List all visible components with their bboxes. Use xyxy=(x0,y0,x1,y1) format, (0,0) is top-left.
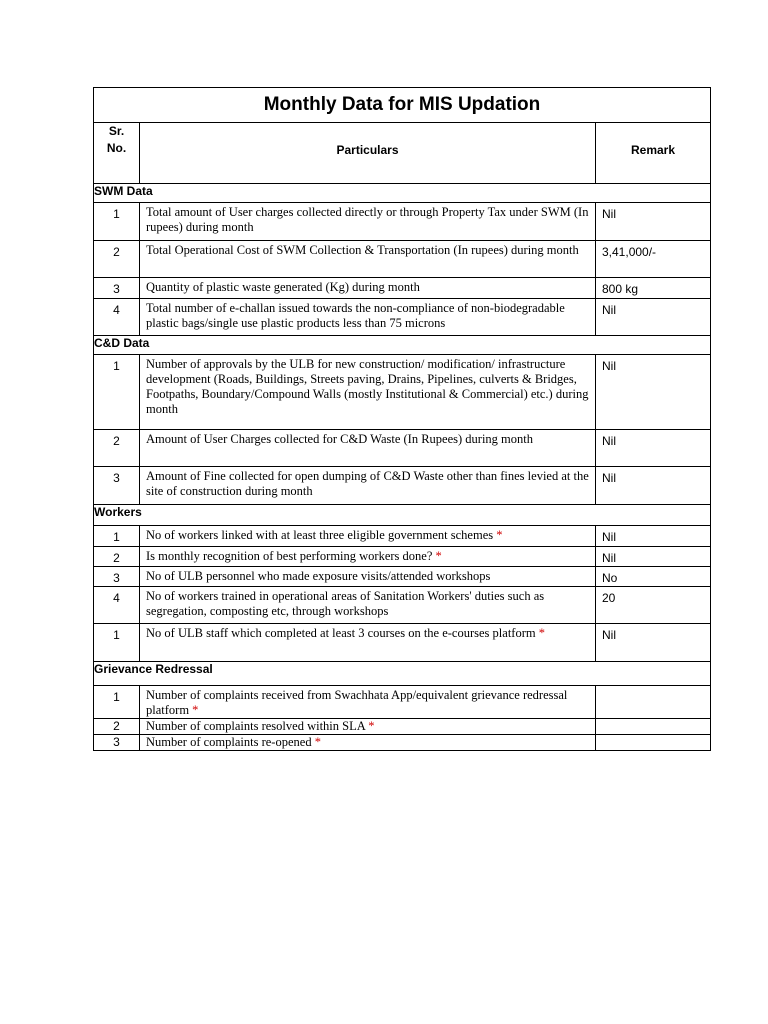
row-particulars: Amount of Fine collected for open dumping of C&D Waste other than fines levied at the site of construction during month xyxy=(140,467,596,505)
header-row xyxy=(94,123,711,184)
section-grievance xyxy=(94,662,711,686)
row-remark: Nil xyxy=(596,299,711,336)
table-row xyxy=(94,467,711,505)
row-remark: 3,41,000/- xyxy=(596,241,711,278)
row-particulars: Amount of User Charges collected for C&D Waste (In Rupees) during month xyxy=(140,430,596,467)
row-sr: 3 xyxy=(94,278,140,299)
row-remark: 800 kg xyxy=(596,278,711,299)
table-row xyxy=(94,526,711,547)
table-row xyxy=(94,735,711,751)
section-title: SWM Data xyxy=(94,184,711,203)
section-swm xyxy=(94,184,711,203)
row-remark: Nil xyxy=(596,203,711,241)
section-title: Grievance Redressal xyxy=(94,662,711,686)
table-row xyxy=(94,587,711,624)
section-workers xyxy=(94,505,711,526)
row-sr: 3 xyxy=(94,567,140,587)
row-sr: 3 xyxy=(94,467,140,505)
row-sr: 1 xyxy=(94,355,140,430)
row-remark: Nil xyxy=(596,526,711,547)
row-sr: 1 xyxy=(94,624,140,662)
row-remark: 20 xyxy=(596,587,711,624)
row-particulars: No of ULB staff which completed at least 3 courses on the e-courses platform * xyxy=(140,624,596,662)
row-particulars: No of ULB personnel who made exposure visits/attended workshops xyxy=(140,567,596,587)
table-row xyxy=(94,686,711,719)
row-remark xyxy=(596,686,711,719)
row-sr: 1 xyxy=(94,686,140,719)
section-cd xyxy=(94,336,711,355)
row-remark: Nil xyxy=(596,355,711,430)
row-remark: No xyxy=(596,567,711,587)
row-sr: 2 xyxy=(94,430,140,467)
header-sr-line1: Sr. xyxy=(108,124,125,138)
table-row xyxy=(94,355,711,430)
row-sr: 2 xyxy=(94,547,140,567)
row-particulars: Number of approvals by the ULB for new construction/ modification/ infrastructure development (Roads, Buildings, Streets paving, Drains, Pipelines, culverts & Bridges, Footpaths, Boundary/Compound Walls (mostly Institutional & Commercial) etc.) during month xyxy=(140,355,596,430)
row-sr: 4 xyxy=(94,587,140,624)
row-particulars: Is monthly recognition of best performing workers done? * xyxy=(140,547,596,567)
table-row xyxy=(94,430,711,467)
mis-table xyxy=(93,87,711,751)
table-row xyxy=(94,567,711,587)
header-sr-line2: No. xyxy=(106,141,127,155)
mis-sheet xyxy=(93,87,710,751)
row-remark: Nil xyxy=(596,624,711,662)
row-sr: 1 xyxy=(94,526,140,547)
row-particulars: Number of complaints re-opened * xyxy=(140,735,596,751)
header-remark: Remark xyxy=(596,123,711,184)
row-sr: 1 xyxy=(94,203,140,241)
section-title: C&D Data xyxy=(94,336,711,355)
table-row xyxy=(94,547,711,567)
row-particulars: Quantity of plastic waste generated (Kg) during month xyxy=(140,278,596,299)
row-remark: Nil xyxy=(596,547,711,567)
section-title: Workers xyxy=(94,505,711,526)
row-particulars: Total amount of User charges collected directly or through Property Tax under SWM (In rupees) during month xyxy=(140,203,596,241)
row-particulars: Total number of e-challan issued towards the non-compliance of non-biodegradable plastic bags/single use plastic products less than 75 microns xyxy=(140,299,596,336)
row-particulars: Number of complaints resolved within SLA * xyxy=(140,719,596,735)
row-remark: Nil xyxy=(596,467,711,505)
row-sr: 2 xyxy=(94,241,140,278)
table-row xyxy=(94,299,711,336)
row-sr: 2 xyxy=(94,719,140,735)
row-particulars: Total Operational Cost of SWM Collection & Transportation (In rupees) during month xyxy=(140,241,596,278)
row-particulars: Number of complaints received from Swachhata App/equivalent grievance redressal platform * xyxy=(140,686,596,719)
table-row xyxy=(94,719,711,735)
row-remark xyxy=(596,735,711,751)
row-sr: 4 xyxy=(94,299,140,336)
row-sr: 3 xyxy=(94,735,140,751)
table-title: Monthly Data for MIS Updation xyxy=(94,88,711,123)
row-particulars: No of workers linked with at least three eligible government schemes * xyxy=(140,526,596,547)
row-remark: Nil xyxy=(596,430,711,467)
header-sr-no xyxy=(94,123,140,184)
table-row xyxy=(94,203,711,241)
table-row xyxy=(94,278,711,299)
row-particulars: No of workers trained in operational areas of Sanitation Workers' duties such as segregation, composting etc, through workshops xyxy=(140,587,596,624)
header-particulars: Particulars xyxy=(140,123,596,184)
table-row xyxy=(94,241,711,278)
row-remark xyxy=(596,719,711,735)
table-row xyxy=(94,624,711,662)
